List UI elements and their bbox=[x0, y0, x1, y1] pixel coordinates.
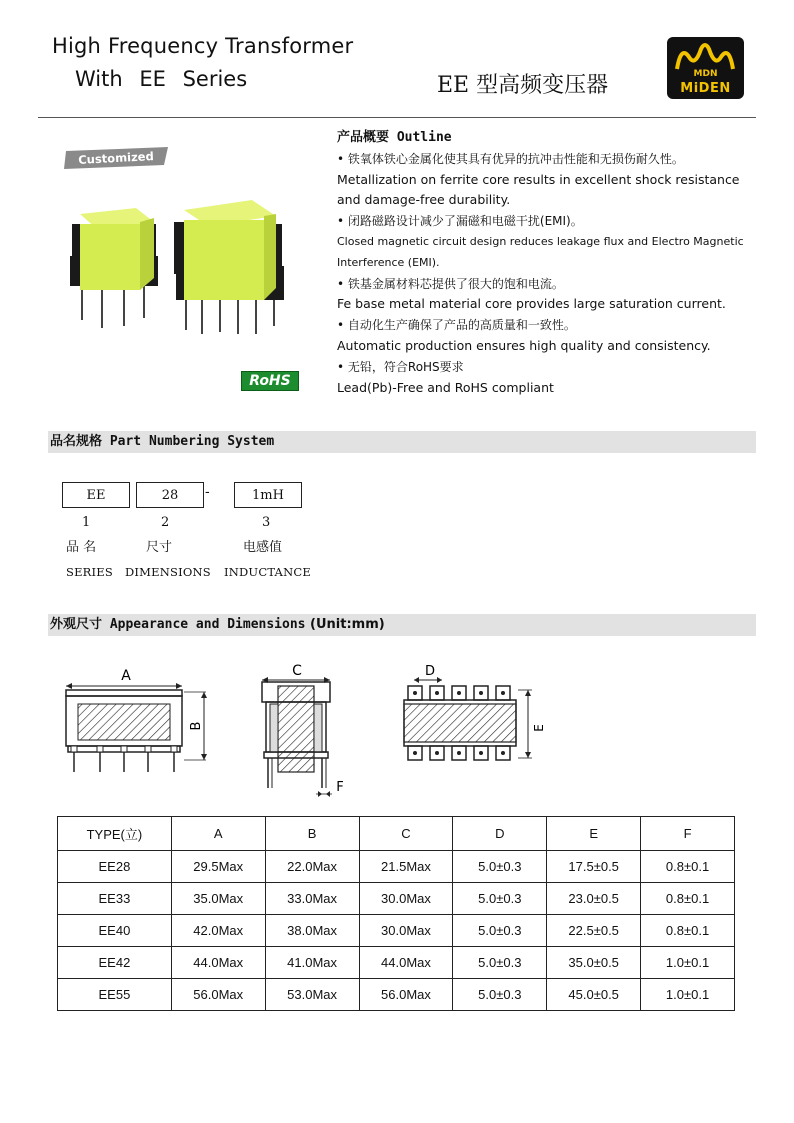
table-cell: 56.0Max bbox=[359, 979, 453, 1011]
column-header: A bbox=[171, 817, 265, 851]
table-cell: EE42 bbox=[58, 947, 172, 979]
table-row bbox=[58, 979, 735, 1011]
pn-label-cn: 尺寸 bbox=[146, 540, 173, 555]
table-cell: 33.0Max bbox=[265, 883, 359, 915]
table-cell: 45.0±0.5 bbox=[547, 979, 641, 1011]
column-header: F bbox=[641, 817, 735, 851]
table-cell: 5.0±0.3 bbox=[453, 915, 547, 947]
table-cell: 35.0Max bbox=[171, 883, 265, 915]
transformer-small-icon bbox=[70, 208, 158, 328]
table-cell: 22.0Max bbox=[265, 851, 359, 883]
transformer-large-icon bbox=[174, 200, 284, 334]
front-view-drawing bbox=[58, 660, 208, 775]
page-title-cn: EE 型高频变压器 bbox=[437, 73, 609, 98]
outline-item-cn: • 自动化生产确保了产品的高质量和一致性。 bbox=[337, 318, 576, 333]
dimensions-heading bbox=[48, 614, 756, 636]
page-title-line1: High Frequency Transformer bbox=[52, 34, 354, 58]
pn-label-cn: 电感值 bbox=[243, 540, 283, 555]
table-cell: 17.5±0.5 bbox=[547, 851, 641, 883]
pn-box-series: EE bbox=[62, 482, 130, 508]
table-cell: 29.5Max bbox=[171, 851, 265, 883]
table-header-row bbox=[58, 817, 735, 851]
dimensions-heading-unit: (Unit:mm) bbox=[305, 617, 385, 632]
header-divider bbox=[38, 117, 756, 118]
pn-label-en: DIMENSIONS bbox=[125, 565, 211, 579]
outline-item-cn: • 铁基金属材料芯提供了很大的饱和电流。 bbox=[337, 276, 564, 291]
logo-mark-icon bbox=[667, 39, 744, 79]
table-cell: 23.0±0.5 bbox=[547, 883, 641, 915]
table-cell: 41.0Max bbox=[265, 947, 359, 979]
table-cell: EE55 bbox=[58, 979, 172, 1011]
outline-item-cn: • 无铅，符合RoHS要求 bbox=[337, 359, 464, 374]
outline-item-en: Metallization on ferrite core results in excellent shock resistance and damage-free durability. bbox=[337, 171, 740, 208]
top-view-drawing bbox=[396, 660, 556, 770]
pn-number: 3 bbox=[262, 515, 271, 530]
column-header: E bbox=[547, 817, 641, 851]
side-view-drawing bbox=[256, 660, 356, 800]
part-numbering-heading: 品名规格 Part Numbering System bbox=[48, 431, 756, 453]
table-row bbox=[58, 851, 735, 883]
table-cell: 5.0±0.3 bbox=[453, 979, 547, 1011]
column-header: C bbox=[359, 817, 453, 851]
rohs-badge: RoHS bbox=[241, 371, 299, 391]
table-cell: 22.5±0.5 bbox=[547, 915, 641, 947]
table-cell: 44.0Max bbox=[359, 947, 453, 979]
table-row bbox=[58, 883, 735, 915]
column-header: B bbox=[265, 817, 359, 851]
table-cell: 56.0Max bbox=[171, 979, 265, 1011]
table-cell: 44.0Max bbox=[171, 947, 265, 979]
pn-number: 2 bbox=[161, 515, 170, 530]
logo-mark-text: MDN bbox=[693, 69, 718, 79]
table-cell: 38.0Max bbox=[265, 915, 359, 947]
pn-label-en: INDUCTANCE bbox=[224, 565, 311, 579]
column-header: D bbox=[453, 817, 547, 851]
table-cell: 35.0±0.5 bbox=[547, 947, 641, 979]
pn-box-inductance: 1mH bbox=[234, 482, 302, 508]
customized-banner bbox=[64, 147, 169, 169]
transformer-photo bbox=[62, 194, 312, 336]
table-cell: 42.0Max bbox=[171, 915, 265, 947]
pn-box-dimensions: 28 bbox=[136, 482, 204, 508]
outline-section bbox=[337, 128, 757, 398]
table-cell: EE33 bbox=[58, 883, 172, 915]
table-cell: 0.8±0.1 bbox=[641, 915, 735, 947]
outline-item-en: Lead(Pb)-Free and RoHS compliant bbox=[337, 379, 554, 395]
outline-item-en: Closed magnetic circuit design reduces leakage flux and Electro Magnetic Interference (EMI). bbox=[337, 234, 744, 269]
table-cell: 30.0Max bbox=[359, 883, 453, 915]
column-header: TYPE(立) bbox=[58, 817, 172, 851]
dim-label-d: D bbox=[424, 664, 436, 679]
table-cell: 0.8±0.1 bbox=[641, 851, 735, 883]
dim-label-e: E bbox=[532, 724, 546, 732]
outline-item-en: Fe base metal material core provides large saturation current. bbox=[337, 296, 726, 312]
table-cell: 5.0±0.3 bbox=[453, 947, 547, 979]
customized-label: Customized bbox=[77, 149, 155, 167]
dimensions-heading-cn: 外观尺寸 Appearance and Dimensions bbox=[50, 617, 306, 632]
dim-label-a: A bbox=[121, 668, 131, 684]
dim-label-c: C bbox=[292, 663, 302, 679]
table-cell: 53.0Max bbox=[265, 979, 359, 1011]
table-row bbox=[58, 947, 735, 979]
table-cell: 0.8±0.1 bbox=[641, 883, 735, 915]
pn-label-en: SERIES bbox=[66, 565, 113, 579]
dim-label-b: B bbox=[189, 721, 204, 731]
pn-label-cn: 品 名 bbox=[66, 540, 97, 555]
page-title-line2: With EE Series bbox=[75, 67, 248, 91]
table-cell: 1.0±0.1 bbox=[641, 947, 735, 979]
outline-heading: 产品概要 Outline bbox=[337, 130, 452, 145]
table-cell: 21.5Max bbox=[359, 851, 453, 883]
miden-logo bbox=[667, 37, 744, 99]
outline-item-en: Automatic production ensures high quality and consistency. bbox=[337, 337, 711, 353]
table-cell: 30.0Max bbox=[359, 915, 453, 947]
table-cell: 1.0±0.1 bbox=[641, 979, 735, 1011]
table-cell: 5.0±0.3 bbox=[453, 851, 547, 883]
pn-dash: - bbox=[205, 485, 210, 500]
outline-item-cn: • 铁氧体铁心金属化使其具有优异的抗冲击性能和无损伤耐久性。 bbox=[337, 151, 684, 166]
outline-item-cn: • 闭路磁路设计减少了漏磁和电磁干扰(EMI)。 bbox=[337, 214, 583, 229]
table-cell: EE40 bbox=[58, 915, 172, 947]
table-cell: 5.0±0.3 bbox=[453, 883, 547, 915]
logo-word: MiDEN bbox=[680, 81, 731, 96]
table-cell: EE28 bbox=[58, 851, 172, 883]
table-row bbox=[58, 915, 735, 947]
dimensions-table bbox=[57, 816, 735, 1011]
dim-label-f: F bbox=[336, 780, 344, 795]
pn-number: 1 bbox=[82, 515, 91, 530]
